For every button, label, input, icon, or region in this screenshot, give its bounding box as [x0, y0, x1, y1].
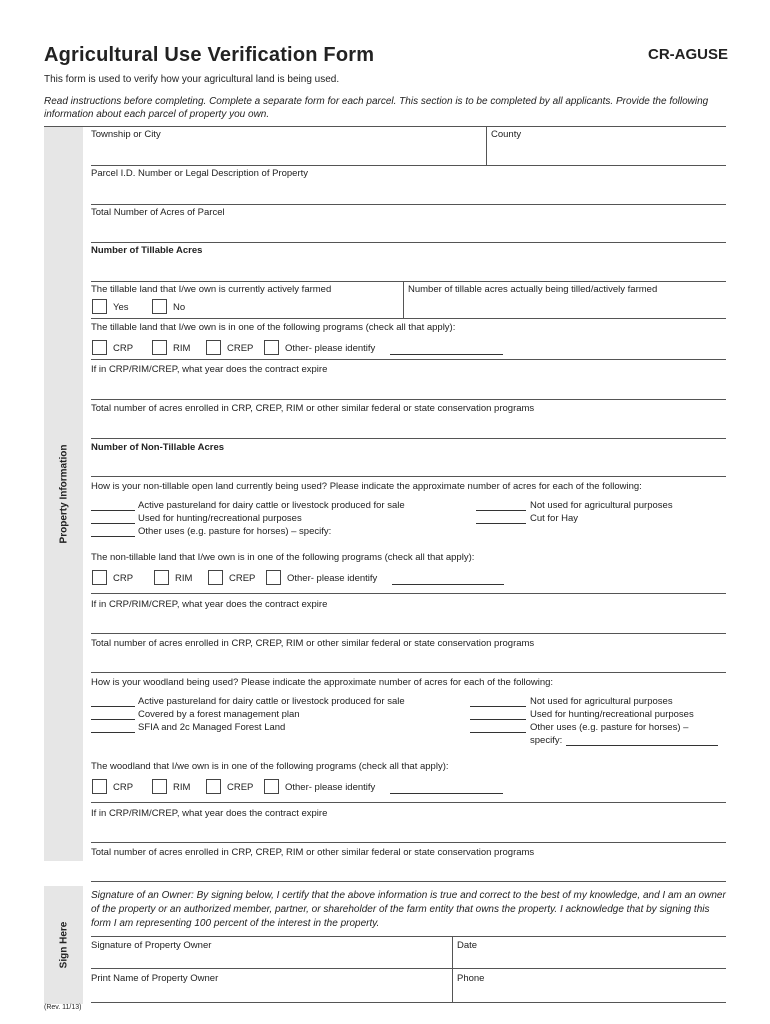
wl-other-field[interactable]	[470, 732, 526, 733]
nontillable-heading: Number of Non-Tillable Acres	[91, 442, 225, 453]
wl-hunting-field[interactable]	[470, 719, 526, 720]
owner-signature-field[interactable]	[91, 968, 726, 969]
wl-crp-label: CRP	[113, 782, 134, 793]
nt-not-ag-label: Not used for agricultural purposes	[530, 500, 673, 511]
township-field[interactable]	[91, 165, 726, 166]
wl-expire-label: If in CRP/RIM/CREP, what year does the contract expire	[91, 808, 328, 819]
form-code: CR-AGUSE	[647, 46, 728, 63]
wl-hunting-label: Used for hunting/recreational purposes	[530, 709, 694, 720]
no-checkbox[interactable]	[152, 299, 167, 314]
wl-other-program-field[interactable]	[390, 793, 503, 794]
parcel-label: Parcel I.D. Number or Legal Description of Property	[91, 168, 309, 179]
township-county-divider	[486, 127, 487, 165]
nt-crep-label: CREP	[229, 573, 256, 584]
phone-label: Phone	[457, 973, 485, 984]
wl-enrolled-label: Total number of acres enrolled in CRP, CREP, RIM or other similar federal or state conservation programs	[91, 847, 535, 858]
wl-crp-checkbox[interactable]	[92, 779, 107, 794]
nontillable-programs-label: The non-tillable land that I/we own is in one of the following programs (check all that apply):	[91, 552, 475, 563]
tillable-other-field[interactable]	[390, 354, 503, 355]
acres-farmed-label: Number of tillable acres actually being tilled/actively farmed	[408, 284, 658, 295]
woodland-programs-label: The woodland that I/we own is in one of the following programs (check all that apply):	[91, 761, 449, 772]
date-label: Date	[457, 940, 478, 951]
form-instructions: Read instructions before completing. Complete a separate form for each parcel. This section is to be completed by all applicants. Provide the following information about each parcel of property you own.	[44, 96, 709, 120]
wl-pasture-label: Active pastureland for dairy cattle or livestock produced for sale	[138, 696, 405, 707]
wl-sfia-label: SFIA and 2c Managed Forest Land	[138, 722, 286, 733]
wl-crep-checkbox[interactable]	[206, 779, 221, 794]
woodland-usage-label: How is your woodland being used? Please indicate the approximate number of acres for each of the following:	[91, 677, 554, 688]
wl-pasture-field[interactable]	[91, 706, 135, 707]
rule	[91, 802, 726, 803]
nt-expire-label: If in CRP/RIM/CREP, what year does the contract expire	[91, 599, 328, 610]
owner-signature-label: Signature of Property Owner	[91, 940, 212, 951]
nt-crp-label: CRP	[113, 573, 134, 584]
tillable-rim-label: RIM	[173, 343, 191, 354]
wl-not-ag-label: Not used for agricultural purposes	[530, 696, 673, 707]
nt-hay-label: Cut for Hay	[530, 513, 579, 524]
revision-label: (Rev. 11/13)	[44, 1004, 82, 1011]
tillable-expire-label: If in CRP/RIM/CREP, what year does the contract expire	[91, 364, 328, 375]
no-label: No	[173, 302, 186, 313]
wl-other-checkbox[interactable]	[264, 779, 279, 794]
nontillable-usage-label: How is your non-tillable open land currently being used? Please indicate the approximate number of acres for each of the following:	[91, 481, 642, 492]
tillable-crp-checkbox[interactable]	[92, 340, 107, 355]
nt-expire-field[interactable]	[91, 633, 726, 634]
tillable-other-checkbox[interactable]	[264, 340, 279, 355]
tillable-crep-label: CREP	[227, 343, 254, 354]
total-acres-label: Total Number of Acres of Parcel	[91, 207, 225, 218]
property-information-sidebar	[44, 127, 83, 861]
wl-crep-label: CREP	[227, 782, 254, 793]
tillable-enrolled-label: Total number of acres enrolled in CRP, CREP, RIM or other similar federal or state conservation programs	[91, 403, 535, 414]
sign-here-label: Sign Here	[58, 921, 69, 969]
tillable-enrolled-field[interactable]	[91, 438, 726, 439]
tillable-heading: Number of Tillable Acres	[91, 245, 203, 256]
wl-enrolled-field[interactable]	[91, 881, 726, 882]
print-name-field[interactable]	[91, 1002, 726, 1003]
yes-label: Yes	[113, 302, 129, 313]
wl-other-program-label: Other- please identify	[285, 782, 376, 793]
nt-crep-checkbox[interactable]	[208, 570, 223, 585]
tillable-expire-field[interactable]	[91, 399, 726, 400]
tillable-acres-field[interactable]	[91, 281, 726, 282]
wl-sfia-field[interactable]	[91, 732, 135, 733]
rule	[91, 593, 726, 594]
nt-other-label: Other uses (e.g. pasture for horses) – specify:	[138, 526, 332, 537]
wl-not-ag-field[interactable]	[470, 706, 526, 707]
nt-pasture-label: Active pastureland for dairy cattle or livestock produced for sale	[138, 500, 405, 511]
tillable-crp-label: CRP	[113, 343, 134, 354]
wl-rim-label: RIM	[173, 782, 191, 793]
rule	[91, 936, 726, 937]
tillable-crep-checkbox[interactable]	[206, 340, 221, 355]
county-label: County	[491, 129, 522, 140]
nt-enrolled-label: Total number of acres enrolled in CRP, CREP, RIM or other similar federal or state conservation programs	[91, 638, 535, 649]
nt-rim-checkbox[interactable]	[154, 570, 169, 585]
form-intro: This form is used to verify how your agricultural land is being used.	[44, 74, 340, 85]
sign-here-sidebar	[44, 886, 83, 1004]
nt-hunting-field[interactable]	[91, 523, 135, 524]
tillable-programs-label: The tillable land that I/we own is in one of the following programs (check all that apply):	[91, 322, 456, 333]
parcel-field[interactable]	[91, 204, 726, 205]
form-title: Agricultural Use Verification Form	[44, 44, 375, 66]
acres-farmed-field[interactable]	[91, 318, 726, 319]
yes-checkbox[interactable]	[92, 299, 107, 314]
wl-specify-label: specify:	[530, 735, 563, 746]
property-information-label: Property Information	[58, 444, 69, 544]
nt-other-checkbox[interactable]	[266, 570, 281, 585]
nontillable-acres-field[interactable]	[91, 476, 726, 477]
nt-hunting-label: Used for hunting/recreational purposes	[138, 513, 302, 524]
nt-other-field[interactable]	[91, 536, 135, 537]
wl-rim-checkbox[interactable]	[152, 779, 167, 794]
nt-crp-checkbox[interactable]	[92, 570, 107, 585]
farmed-divider	[403, 282, 404, 318]
section-top-rule	[44, 126, 726, 127]
tillable-rim-checkbox[interactable]	[152, 340, 167, 355]
tillable-other-label: Other- please identify	[285, 343, 376, 354]
nt-pasture-field[interactable]	[91, 510, 135, 511]
nt-rim-label: RIM	[175, 573, 193, 584]
township-label: Township or City	[91, 129, 161, 140]
nt-other-program-label: Other- please identify	[287, 573, 378, 584]
nt-enrolled-field[interactable]	[91, 672, 726, 673]
wl-forest-plan-label: Covered by a forest management plan	[138, 709, 300, 720]
total-acres-field[interactable]	[91, 242, 726, 243]
certification-text: Signature of an Owner: By signing below, I certify that the above information is true and correct to the best of my knowledge, and I am an owner of the property or an authorized member, partner, or shareholder of the farm entity that owns the property. I acknowledge that by signing this form I am representing 100 percent of the interest in the property.	[91, 890, 726, 929]
nt-hay-field[interactable]	[476, 523, 526, 524]
wl-specify-field[interactable]	[566, 745, 718, 746]
nt-not-ag-field[interactable]	[476, 510, 526, 511]
actively-farmed-label: The tillable land that I/we own is currently actively farmed	[91, 284, 332, 295]
signature-divider	[452, 937, 453, 1003]
wl-expire-field[interactable]	[91, 842, 726, 843]
nt-other-program-field[interactable]	[392, 584, 504, 585]
wl-other-label: Other uses (e.g. pasture for horses) –	[530, 722, 689, 733]
rule	[91, 359, 726, 360]
wl-forest-plan-field[interactable]	[91, 719, 135, 720]
print-name-label: Print Name of Property Owner	[91, 973, 219, 984]
